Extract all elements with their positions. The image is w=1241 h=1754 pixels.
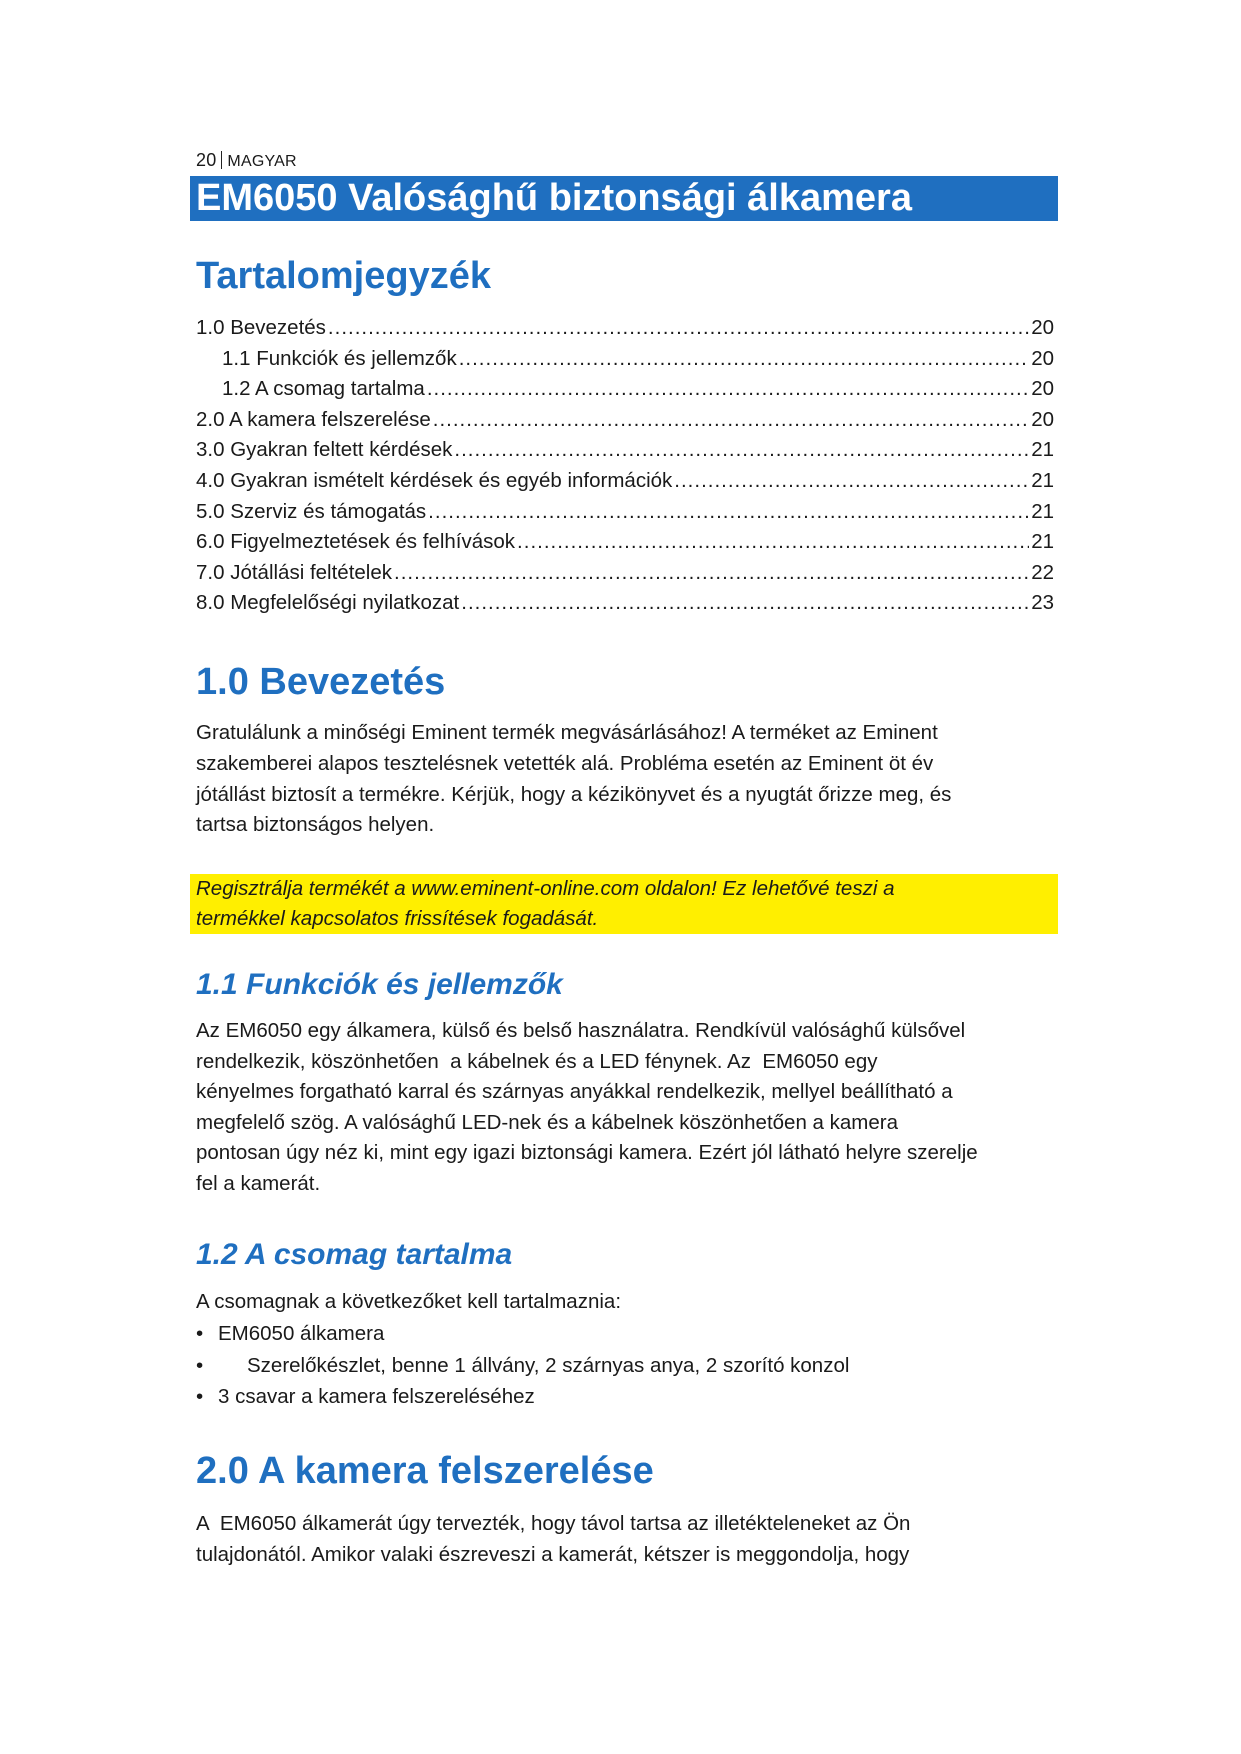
toc-leader <box>459 347 1029 371</box>
toc-entry[interactable] <box>196 500 1054 531</box>
toc-heading: Tartalomjegyzék <box>196 255 491 297</box>
toc-entry-label: 2.0 A kamera felszerelése <box>196 407 431 431</box>
table-of-contents <box>196 316 1054 622</box>
toc-entry-page: 21 <box>1031 530 1054 554</box>
toc-entry-page: 20 <box>1031 407 1054 431</box>
toc-entry[interactable] <box>196 561 1054 592</box>
toc-leader <box>454 438 1029 462</box>
toc-entry[interactable] <box>196 316 1054 347</box>
features-paragraph <box>196 1016 1058 1200</box>
package-intro: A csomagnak a következőket kell tartalmaznia: <box>196 1290 622 1313</box>
toc-leader <box>428 500 1029 524</box>
text-line: szakemberei alapos tesztelésnek vetették alá. Probléma esetén az Eminent öt év <box>196 751 934 775</box>
text-line: megfelelő szög. A valósághű LED-nek és a kábelnek köszönhetően a kamera <box>196 1110 898 1134</box>
section-heading-features: 1.1 Funkciók és jellemzők <box>196 968 563 1001</box>
list-item: • EM6050 álkamera <box>196 1318 849 1350</box>
toc-leader <box>433 408 1029 432</box>
toc-entry[interactable] <box>196 469 1054 500</box>
text-line: kényelmes forgatható karral és szárnyas anyákkal rendelkezik, mellyel beállítható a <box>196 1080 953 1104</box>
page-number: 20 <box>196 150 217 170</box>
toc-entry-label: 4.0 Gyakran ismételt kérdések és egyéb információk <box>196 468 673 492</box>
section-heading-intro: 1.0 Bevezetés <box>196 661 446 703</box>
toc-entry-label: 7.0 Jótállási feltételek <box>196 560 393 584</box>
toc-entry[interactable] <box>196 347 1054 378</box>
document-title: EM6050 Valósághű biztonsági álkamera <box>190 176 1058 221</box>
package-list <box>196 1318 849 1413</box>
toc-entry-page: 23 <box>1031 591 1054 615</box>
toc-entry[interactable] <box>196 591 1054 622</box>
toc-entry-label: 5.0 Szerviz és támogatás <box>196 499 427 523</box>
section-heading-package: 1.2 A csomag tartalma <box>196 1238 513 1271</box>
text-line: fel a kamerát. <box>196 1171 321 1195</box>
toc-leader <box>517 530 1029 554</box>
text-line: tulajdonától. Amikor valaki észreveszi a kamerát, kétszer is meggondolja, hogy <box>196 1542 910 1566</box>
toc-entry[interactable] <box>196 408 1054 439</box>
text-line: A EM6050 álkamerát úgy tervezték, hogy távol tartsa az illetékteleneket az Ön <box>196 1512 911 1535</box>
list-item: • 3 csavar a kamera felszereléséhez <box>196 1381 849 1413</box>
text-line: pontosan úgy néz ki, mint egy igazi biztonsági kamera. Ezért jól látható helyre szerelje <box>196 1141 978 1165</box>
text-line: jótállást biztosít a termékre. Kérjük, hogy a kézikönyvet és a nyugtát őrizze meg, és <box>196 782 952 806</box>
header-divider <box>221 151 222 169</box>
section-heading-installation: 2.0 A kamera felszerelése <box>196 1450 654 1492</box>
installation-paragraph <box>196 1509 1058 1571</box>
toc-leader <box>328 316 1029 340</box>
toc-entry-label: 1.1 Funkciók és jellemzők <box>222 346 457 370</box>
toc-entry[interactable] <box>196 377 1054 408</box>
toc-entry-label: 6.0 Figyelmeztetések és felhívások <box>196 530 516 554</box>
notice-line: Regisztrálja termékét a www.eminent-online.com oldalon! Ez lehetővé teszi a <box>196 877 895 900</box>
toc-entry-label: 1.0 Bevezetés <box>196 316 326 339</box>
page-header <box>196 150 297 171</box>
text-line: rendelkezik, köszönhetően a kábelnek és a LED fénynek. Az EM6050 egy <box>196 1049 878 1073</box>
toc-entry-page: 21 <box>1031 499 1054 523</box>
toc-entry-page: 20 <box>1031 377 1054 401</box>
toc-entry-page: 21 <box>1031 468 1054 492</box>
toc-entry-label: 1.2 A csomag tartalma <box>222 377 425 401</box>
toc-entry-page: 20 <box>1031 316 1054 339</box>
registration-notice <box>190 874 1058 934</box>
language-label: MAGYAR <box>227 153 297 170</box>
toc-entry[interactable] <box>196 438 1054 469</box>
toc-leader <box>461 591 1029 615</box>
list-item: • Szerelőkészlet, benne 1 állvány, 2 szárnyas anya, 2 szorító konzol <box>196 1350 849 1382</box>
toc-entry-page: 22 <box>1031 560 1054 584</box>
toc-entry-label: 8.0 Megfelelőségi nyilatkozat <box>196 591 460 615</box>
toc-entry[interactable] <box>196 530 1054 561</box>
notice-line: termékkel kapcsolatos frissítések fogadását. <box>196 907 599 930</box>
toc-leader <box>427 377 1029 401</box>
text-line: Gratulálunk a minőségi Eminent termék megvásárlásához! A terméket az Eminent <box>196 721 938 744</box>
toc-entry-page: 20 <box>1031 346 1054 370</box>
toc-leader <box>394 561 1029 585</box>
toc-entry-page: 21 <box>1031 438 1054 462</box>
toc-entry-label: 3.0 Gyakran feltett kérdések <box>196 438 453 462</box>
text-line: Az EM6050 egy álkamera, külső és belső használatra. Rendkívül valósághű külsővel <box>196 1019 966 1042</box>
intro-paragraph <box>196 718 1058 841</box>
text-line: tartsa biztonságos helyen. <box>196 813 435 837</box>
toc-leader <box>674 469 1029 493</box>
